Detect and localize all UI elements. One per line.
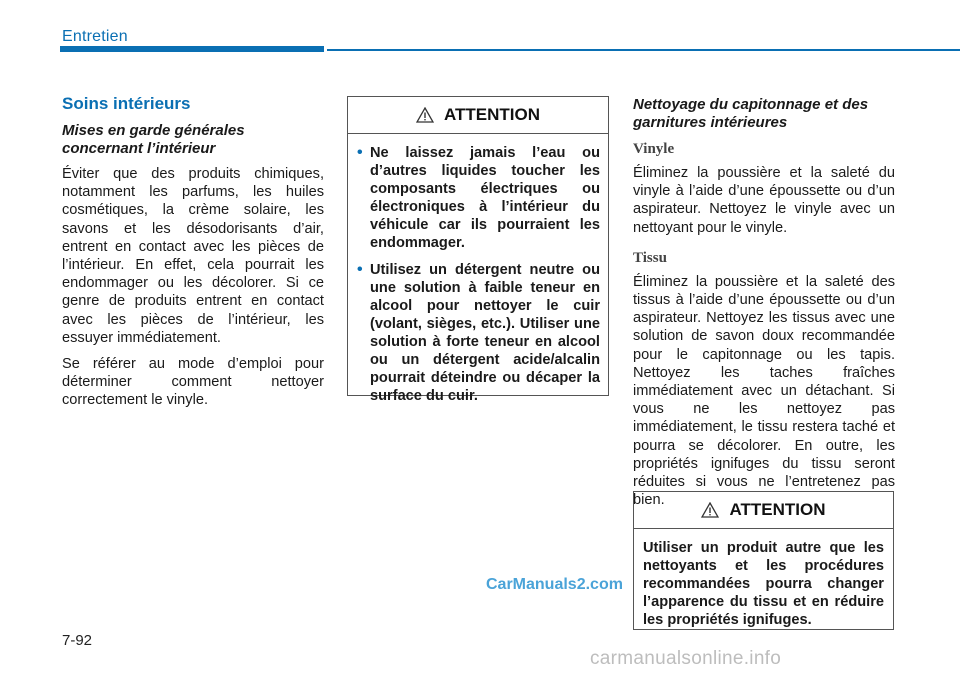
warning-triangle-icon — [416, 107, 434, 123]
vinyl-manual-paragraph: Se référer au mode d’emploi pour déterminer comment nettoyer correctement le vinyle. — [62, 356, 324, 409]
vinyl-paragraph: Éliminez la poussière et la saleté du vinyle à l’aide d’une époussette ou d’un aspirateur. Nettoyez le vinyle avec un nettoyant pour le vinyle. — [633, 165, 895, 236]
page-header-title: Entretien — [62, 28, 128, 45]
attention-body — [634, 529, 893, 629]
header-rule-thin — [327, 49, 960, 51]
vinyl-heading: Vinyle — [633, 141, 675, 157]
attention-title: ATTENTION — [729, 500, 826, 519]
left-column — [62, 122, 324, 410]
warning-triangle-icon — [701, 502, 719, 518]
attention-item-leather: • Utilisez un détergent neutre ou une solution à faible teneur en alcool pour nettoyer le cuir (volant, sièges, etc.). Utiliser une solution à forte teneur en alcool ou un détergent acide/alcalin pourrait déteindre ou décaper la surface du cuir. — [370, 261, 600, 405]
attention-box-fabric — [633, 491, 894, 630]
attention-item-liquids: • Ne laissez jamais l’eau ou d’autres liquides toucher les composants électriques ou électroniques à l’intérieur du véhicule car ils pourraient les endommager. — [370, 144, 600, 252]
attention-header — [348, 97, 608, 134]
upholstery-subhead: Nettoyage du capitonnage et des garnitures intérieures — [633, 96, 869, 131]
watermark-carmanualsonline[interactable]: carmanualsonline.info — [590, 648, 782, 669]
header-rule-thick — [60, 46, 324, 52]
fabric-paragraph: Éliminez la poussière et la saleté des tissus à l’aide d’une époussette ou d’un aspirateur. Nettoyez les tissus avec une solution de savon doux recommandée pour le capitonnage ou les tapis. Nettoyez les taches fraîches immédiatement avec un détachant. Si vous ne les nettoyez pas immédiatement, le tissu restera taché et pourra se décolorer. En outre, les propriétés ignifuges du tissu seront réduites si vous ne l’entretenez pas bien. — [633, 273, 895, 509]
attention-header — [634, 492, 893, 529]
right-column — [633, 96, 895, 509]
watermark-carmanuals2[interactable]: CarManuals2.com — [486, 576, 623, 593]
attention-body — [348, 134, 608, 405]
fabric-heading: Tissu — [633, 249, 667, 266]
section-title: Soins intérieurs — [62, 94, 191, 113]
attention-text-fabric: Utiliser un produit autre que les nettoyants et les procédures recommandées pourra changer l’apparence du tissu et en réduire les propriétés ignifuges. — [643, 540, 884, 628]
general-precautions-subhead: Mises en garde générales concernant l’intérieur — [62, 122, 245, 157]
page-number: 7-92 — [62, 632, 93, 649]
attention-box-liquids — [347, 96, 609, 404]
attention-title: ATTENTION — [443, 105, 540, 124]
chemicals-paragraph: Éviter que des produits chimiques, notamment les parfums, les huiles cosmétiques, la crème solaire, les savons et les désodorisants d’air, entrent en contact avec les pièces de l’intérieur. En effet, cela pourrait les endommager ou les décolorer. Si ce genre de produits entrent en contact avec les pièces de l’intérieur, les essuyer immédiatement. — [62, 166, 324, 346]
